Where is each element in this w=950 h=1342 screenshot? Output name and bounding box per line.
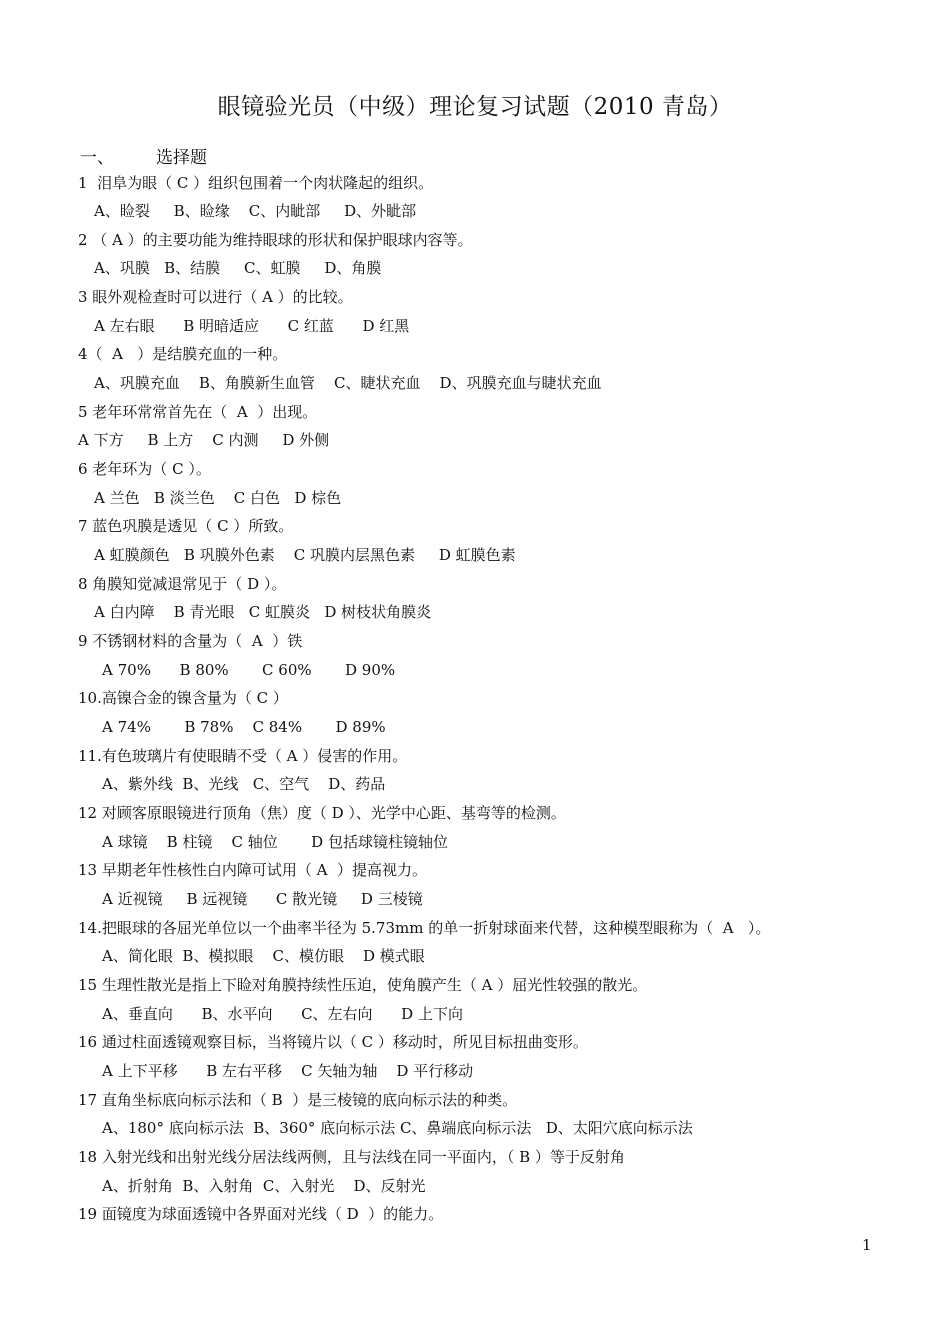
question-text: 15 生理性散光是指上下睑对角膜持续性压迫，使角膜产生（ A ）屈光性较强的散光。 — [78, 976, 648, 994]
question-options: A、巩膜充血 B、角膜新生血管 C、睫状充血 D、巩膜充血与睫状充血 — [94, 374, 602, 392]
question-options: A、巩膜 B、结膜 C、虹膜 D、角膜 — [94, 259, 382, 277]
question-options: A 球镜 B 柱镜 C 轴位 D 包括球镜柱镜轴位 — [102, 833, 448, 851]
question-options: A 74% B 78% C 84% D 89% — [102, 718, 386, 736]
question-text: 14.把眼球的各屈光单位以一个曲率半径为 5.73mm 的单一折射球面来代替，这种模型眼称为（ A ）。 — [78, 919, 771, 937]
section-number: 一、 — [80, 148, 114, 168]
question-text: 2 （ A ）的主要功能为维持眼球的形状和保护眼球内容等。 — [78, 231, 473, 249]
question-options: A、180° 底向标示法 B、360° 底向标示法 C、鼻端底向标示法 D、太阳穴底向标示法 — [102, 1119, 693, 1137]
question-options: A、折射角 B、入射角 C、入射光 D、反射光 — [102, 1177, 426, 1195]
section-heading — [80, 143, 207, 168]
question-text: 7 蓝色巩膜是透见（ C ）所致。 — [78, 517, 294, 535]
question-options: A 下方 B 上方 C 内测 D 外侧 — [78, 431, 330, 449]
question-text: 19 面镜度为球面透镜中各界面对光线（ D ）的能力。 — [78, 1205, 444, 1223]
question-options: A 近视镜 B 远视镜 C 散光镜 D 三棱镜 — [102, 890, 423, 908]
question-text: 10.高镍合金的镍含量为（ C ） — [78, 689, 288, 707]
question-options: A、简化眼 B、模拟眼 C、模仿眼 D 模式眼 — [102, 947, 425, 965]
question-text: 16 通过柱面透镜观察目标，当将镜片以（ C ）移动时，所见目标扭曲变形。 — [78, 1033, 588, 1051]
question-text: 13 早期老年性核性白内障可试用（ A ）提高视力。 — [78, 861, 427, 879]
question-options: A、睑裂 B、睑缘 C、内眦部 D、外眦部 — [94, 202, 417, 220]
question-text: 9 不锈钢材料的含量为（ A ）铁 — [78, 632, 303, 650]
question-text: 18 入射光线和出射光线分居法线两侧，且与法线在同一平面内，（ B ）等于反射角 — [78, 1148, 625, 1166]
question-options: A 白内障 B 青光眼 C 虹膜炎 D 树枝状角膜炎 — [94, 603, 432, 621]
question-text: 6 老年环为（ C ）。 — [78, 460, 211, 478]
question-options: A 上下平移 B 左右平移 C 矢轴为轴 D 平行移动 — [102, 1062, 474, 1080]
section-label: 选择题 — [156, 148, 207, 168]
question-text: 1 泪阜为眼（ C ）组织包围着一个肉状隆起的组织。 — [78, 174, 434, 192]
question-options: A 兰色 B 淡兰色 C 白色 D 棕色 — [94, 489, 342, 507]
page-number: 1 — [862, 1236, 872, 1254]
question-options: A 70% B 80% C 60% D 90% — [102, 661, 396, 679]
question-text: 5 老年环常常首先在（ A ）出现。 — [78, 403, 318, 421]
question-text: 3 眼外观检查时可以进行（ A ）的比较。 — [78, 288, 353, 306]
question-options: A 左右眼 B 明暗适应 C 红蓝 D 红黑 — [94, 317, 410, 335]
question-options: A 虹膜颜色 B 巩膜外色素 C 巩膜内层黑色素 D 虹膜色素 — [94, 546, 516, 564]
question-text: 17 直角坐标底向标示法和（ B ）是三棱镜的底向标示法的种类。 — [78, 1091, 518, 1109]
question-text: 8 角膜知觉减退常见于（ D ）。 — [78, 575, 287, 593]
question-text: 11.有色玻璃片有使眼睛不受（ A ）侵害的作用。 — [78, 747, 408, 765]
question-text: 4（ A ）是结膜充血的一种。 — [78, 345, 288, 363]
question-options: A、垂直向 B、水平向 C、左右向 D 上下向 — [102, 1005, 463, 1023]
document-title: 眼镜验光员（中级）理论复习试题（2010 青岛） — [217, 94, 733, 120]
question-text: 12 对顾客原眼镜进行顶角（焦）度（ D ）、光学中心距、基弯等的检测。 — [78, 804, 566, 822]
question-options: A、紫外线 B、光线 C、空气 D、药品 — [102, 775, 386, 793]
